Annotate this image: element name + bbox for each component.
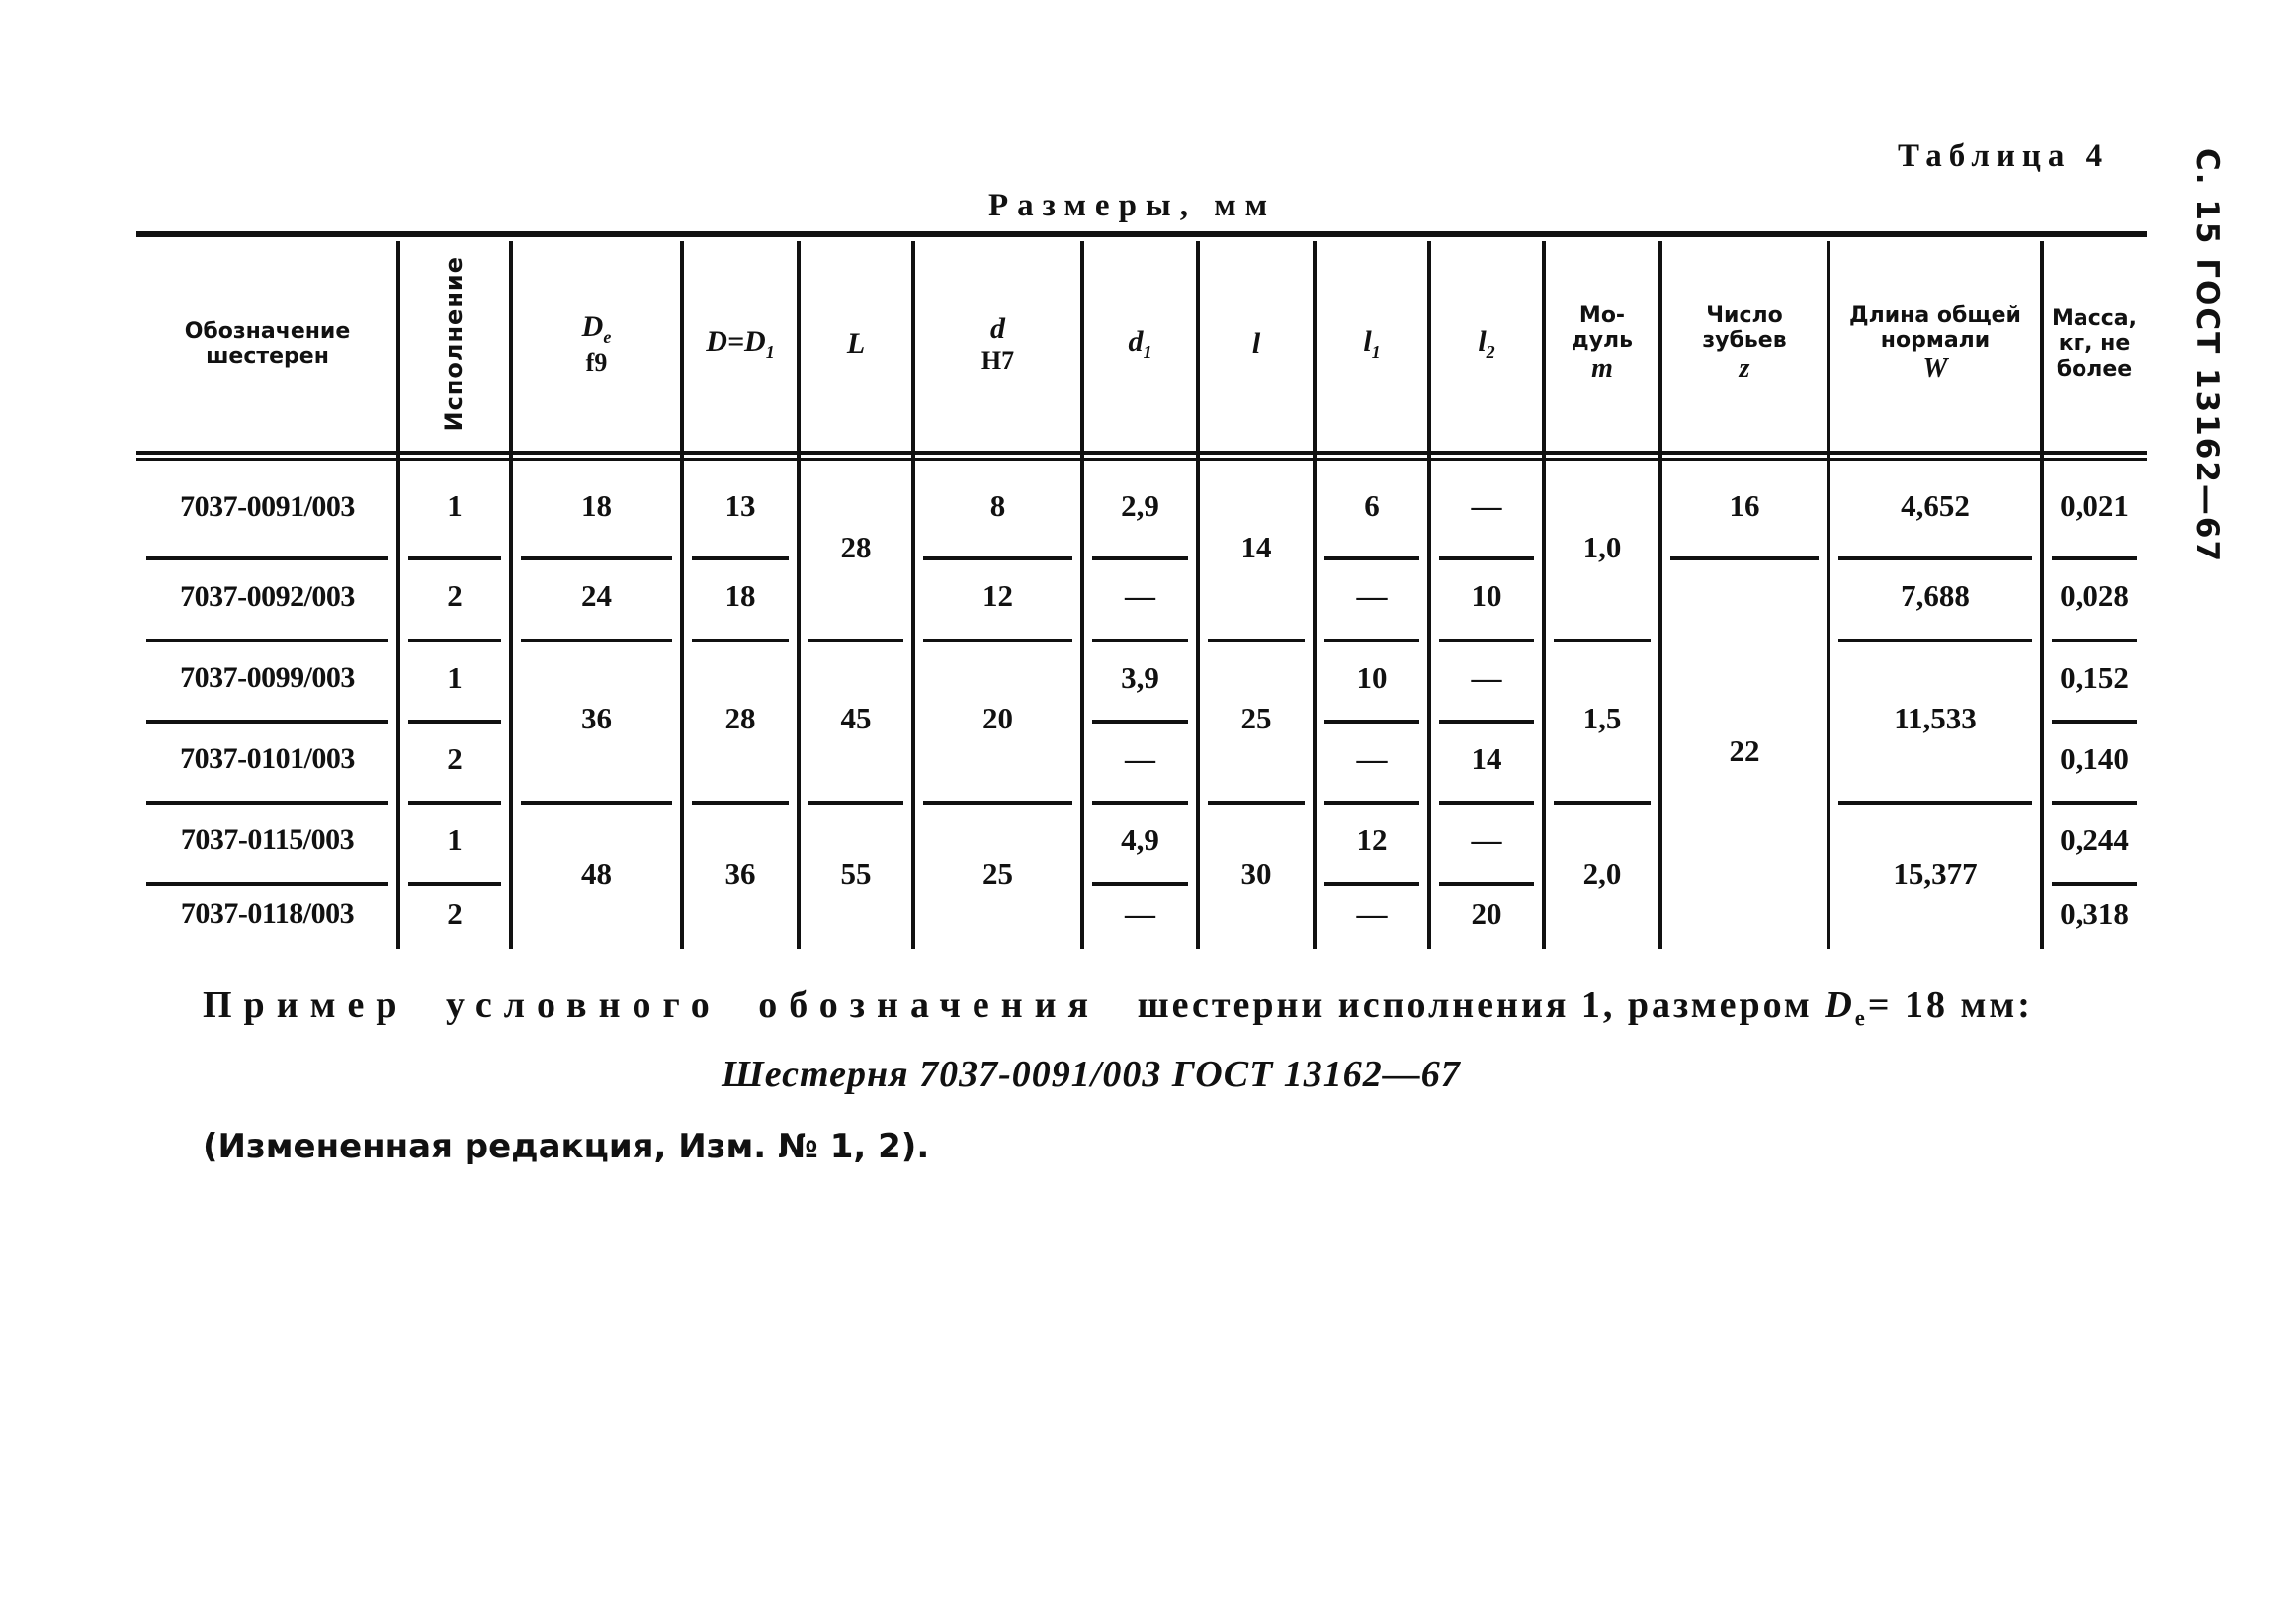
header-De: $D_e$ f9 — [581, 310, 612, 377]
header-designation: Обозначение шестерен — [184, 318, 351, 369]
table-cell-l1: 10 — [1356, 659, 1388, 695]
table-cell-mass: 0,021 — [2060, 488, 2129, 524]
table-cell-version: 2 — [447, 896, 463, 931]
table-cell-module: 1,0 — [1582, 529, 1622, 564]
table-cell-mass: 0,244 — [2060, 821, 2129, 857]
table-cell-designation: 7037-0115/003 — [180, 823, 355, 857]
table-cell-De: 24 — [581, 578, 612, 614]
table-cell-d: 20 — [982, 700, 1013, 735]
table-cell-l2: — — [1471, 488, 1502, 524]
table-cell-De: 36 — [581, 700, 612, 735]
table-cell-D_D1: 18 — [724, 578, 756, 614]
table-cell-l2: — — [1471, 659, 1502, 695]
table-cell-mass: 0,140 — [2060, 740, 2129, 776]
table-cell-d1: 4,9 — [1121, 821, 1159, 857]
table-cell-L: 55 — [840, 855, 872, 891]
table-cell-l2: — — [1471, 821, 1502, 857]
table-cell-mass: 0,028 — [2060, 578, 2129, 614]
table-cell-version: 1 — [447, 821, 463, 857]
revision-note: (Измененная редакция, Изм. № 1, 2). — [203, 1127, 930, 1166]
table-cell-L: 45 — [840, 700, 872, 735]
header-l: l — [1251, 326, 1261, 360]
table-cell-l1: — — [1356, 578, 1388, 614]
table-caption: Таблица 4 — [1898, 138, 2110, 174]
table-cell-l2: 10 — [1471, 578, 1502, 614]
table-cell-d1: — — [1125, 578, 1155, 614]
table-cell-designation: 7037-0099/003 — [180, 661, 355, 695]
table-cell-D_D1: 13 — [724, 488, 756, 524]
table-cell-designation: 7037-0091/003 — [180, 489, 355, 523]
table-cell-l: 25 — [1240, 700, 1272, 735]
table-cell-l2: 20 — [1471, 896, 1502, 931]
table-cell-teeth: 22 — [1729, 733, 1760, 769]
header-mass: Масса, кг, не более — [2051, 306, 2138, 382]
header-d1: $d_1$ — [1128, 325, 1152, 363]
table-cell-normal: 11,533 — [1894, 700, 1977, 735]
table-cell-d: 8 — [989, 488, 1006, 524]
table-cell-module: 1,5 — [1582, 700, 1622, 735]
table-cell-designation: 7037-0118/003 — [180, 897, 355, 931]
table-cell-L: 28 — [840, 529, 872, 564]
header-l2: $l_2$ — [1478, 325, 1495, 363]
table-cell-mass: 0,152 — [2060, 659, 2129, 695]
header-version: Исполнение — [440, 256, 468, 432]
header-teeth: Число зубьев z — [1702, 302, 1787, 384]
table-cell-De: 48 — [581, 855, 612, 891]
table-cell-version: 2 — [447, 578, 463, 614]
table-cell-d: 12 — [982, 578, 1013, 614]
header-l1: $l_1$ — [1363, 325, 1381, 363]
table-cell-d: 25 — [982, 855, 1013, 891]
header-d: d H7 — [980, 311, 1015, 376]
header-normal-length: Длина общей нормали W — [1849, 302, 2021, 384]
table-cell-l: 30 — [1240, 855, 1272, 891]
table-cell-l2: 14 — [1471, 740, 1502, 776]
table-cell-version: 1 — [447, 488, 463, 524]
table-cell-l: 14 — [1240, 529, 1272, 564]
table-cell-l1: — — [1356, 896, 1388, 931]
table-cell-normal: 4,652 — [1901, 488, 1970, 524]
dimensions-caption: Размеры, мм — [988, 188, 1277, 223]
table-cell-d1: — — [1125, 740, 1155, 776]
table-cell-D_D1: 36 — [724, 855, 756, 891]
table-cell-designation: 7037-0092/003 — [180, 579, 355, 613]
table-cell-d1: — — [1125, 896, 1155, 931]
table-cell-mass: 0,318 — [2060, 896, 2129, 931]
page-margin-label: С. 15 ГОСТ 13162—67 — [2189, 148, 2225, 564]
table-cell-D_D1: 28 — [724, 700, 756, 735]
example-line: Пример условного обозначения шестерни исполнения 1, размером $D_e= 18$ мм: — [203, 984, 2033, 1031]
table-cell-normal: 7,688 — [1901, 578, 1970, 614]
header-L: L — [846, 326, 866, 360]
table-cell-teeth: 16 — [1729, 488, 1760, 524]
table-cell-l1: 12 — [1356, 821, 1388, 857]
header-D-D1: $D=D_1$ — [706, 325, 775, 363]
table-cell-d1: 3,9 — [1121, 659, 1159, 695]
example-designation: Шестерня 7037-0091/003 ГОСТ 13162—67 — [722, 1054, 1461, 1095]
table-cell-normal: 15,377 — [1893, 855, 1978, 891]
header-module: Мо- дуль m — [1571, 302, 1634, 384]
header-bottom-rule — [136, 451, 2147, 455]
table-cell-l1: — — [1356, 740, 1388, 776]
table-cell-d1: 2,9 — [1121, 488, 1159, 524]
table-cell-l1: 6 — [1364, 488, 1380, 524]
table-cell-De: 18 — [581, 488, 612, 524]
table-cell-module: 2,0 — [1582, 855, 1622, 891]
table-cell-version: 2 — [447, 740, 463, 776]
table-cell-designation: 7037-0101/003 — [180, 742, 355, 776]
table-cell-version: 1 — [447, 659, 463, 695]
